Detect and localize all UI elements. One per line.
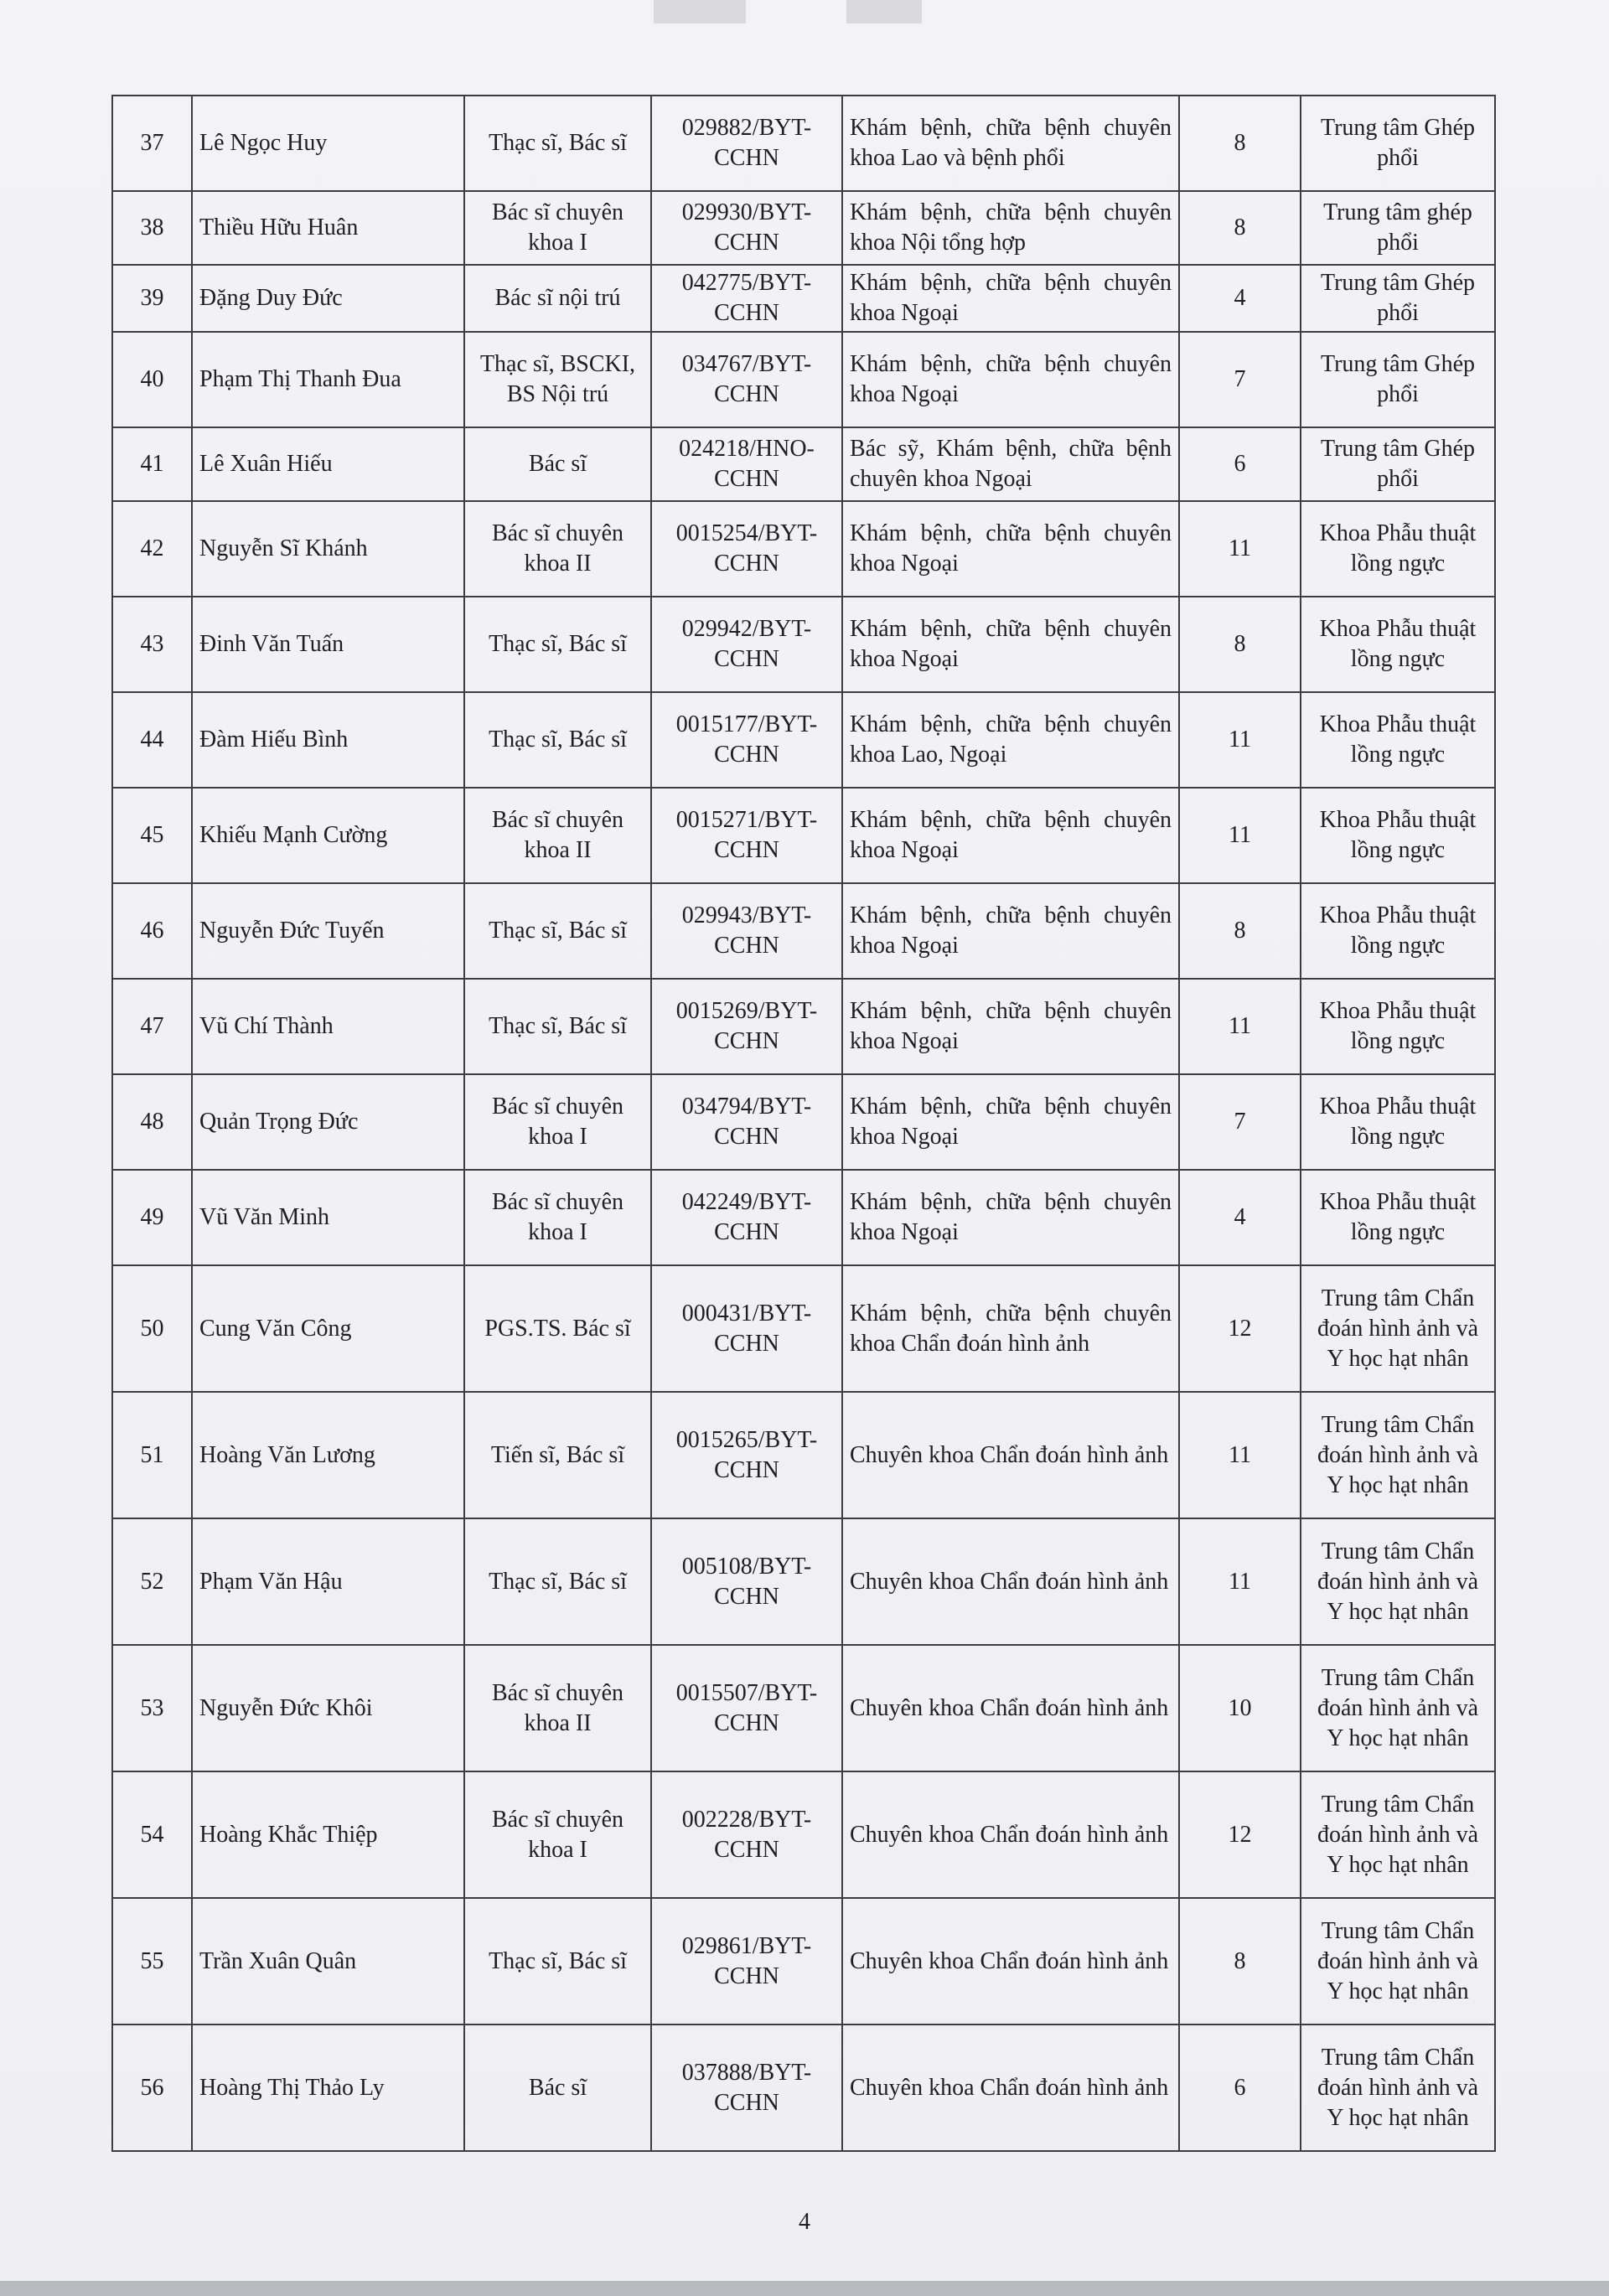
department: Trung tâm Ghép phổi [1301,96,1495,191]
license-number: 0015271/BYT-CCHN [651,788,842,883]
staff-name: Khiếu Mạnh Cường [192,788,464,883]
table-row [112,265,1495,332]
table-row [112,692,1495,788]
staff-degree: Thạc sĩ, Bác sĩ [464,597,651,692]
department: Khoa Phẫu thuật lồng ngực [1301,788,1495,883]
row-number: 55 [112,1898,192,2025]
department: Trung tâm Chẩn đoán hình ảnh và Y học hạt nhân [1301,1771,1495,1898]
department: Trung tâm Chẩn đoán hình ảnh và Y học hạt nhân [1301,1898,1495,2025]
years-experience: 8 [1179,1898,1301,2025]
years-experience: 4 [1179,265,1301,332]
years-experience: 7 [1179,332,1301,427]
years-experience: 8 [1179,96,1301,191]
staff-name: Quản Trọng Đức [192,1074,464,1170]
table-row [112,96,1495,191]
table-row [112,788,1495,883]
practice-scope: Khám bệnh, chữa bệnh chuyên khoa Chẩn đoán hình ảnh [842,1265,1179,1392]
department: Khoa Phẫu thuật lồng ngực [1301,1170,1495,1265]
row-number: 50 [112,1265,192,1392]
license-number: 002228/BYT-CCHN [651,1771,842,1898]
practice-scope: Khám bệnh, chữa bệnh chuyên khoa Nội tổng hợp [842,191,1179,265]
staff-degree: Bác sĩ chuyên khoa I [464,1771,651,1898]
years-experience: 11 [1179,1518,1301,1645]
license-number: 034767/BYT-CCHN [651,332,842,427]
license-number: 029861/BYT-CCHN [651,1898,842,2025]
staff-name: Hoàng Thị Thảo Ly [192,2025,464,2151]
department: Khoa Phẫu thuật lồng ngực [1301,1074,1495,1170]
row-number: 45 [112,788,192,883]
practice-scope: Khám bệnh, chữa bệnh chuyên khoa Ngoại [842,597,1179,692]
practice-scope: Khám bệnh, chữa bệnh chuyên khoa Ngoại [842,1170,1179,1265]
table-row [112,1265,1495,1392]
license-number: 034794/BYT-CCHN [651,1074,842,1170]
years-experience: 10 [1179,1645,1301,1771]
staff-degree: Thạc sĩ, Bác sĩ [464,883,651,979]
license-number: 0015265/BYT-CCHN [651,1392,842,1518]
staff-name: Đặng Duy Đức [192,265,464,332]
table-row [112,597,1495,692]
table-row [112,191,1495,265]
license-number: 029930/BYT-CCHN [651,191,842,265]
staff-name: Phạm Văn Hậu [192,1518,464,1645]
department: Trung tâm Chẩn đoán hình ảnh và Y học hạt nhân [1301,1392,1495,1518]
scan-artifact [846,0,922,23]
department: Trung tâm Ghép phổi [1301,332,1495,427]
row-number: 42 [112,501,192,597]
staff-name: Thiều Hữu Huân [192,191,464,265]
row-number: 41 [112,427,192,501]
years-experience: 11 [1179,1392,1301,1518]
row-number: 53 [112,1645,192,1771]
staff-name: Lê Xuân Hiếu [192,427,464,501]
staff-degree: Bác sĩ [464,2025,651,2151]
staff-name: Đàm Hiếu Bình [192,692,464,788]
practice-scope: Chuyên khoa Chẩn đoán hình ảnh [842,1392,1179,1518]
practice-scope: Khám bệnh, chữa bệnh chuyên khoa Ngoại [842,788,1179,883]
table-row [112,1771,1495,1898]
staff-name: Phạm Thị Thanh Đua [192,332,464,427]
staff-degree: Thạc sĩ, Bác sĩ [464,979,651,1074]
department: Trung tâm Ghép phổi [1301,265,1495,332]
practice-scope: Khám bệnh, chữa bệnh chuyên khoa Ngoại [842,979,1179,1074]
practice-scope: Chuyên khoa Chẩn đoán hình ảnh [842,1898,1179,2025]
license-number: 0015507/BYT-CCHN [651,1645,842,1771]
license-number: 042775/BYT-CCHN [651,265,842,332]
license-number: 0015269/BYT-CCHN [651,979,842,1074]
staff-degree: Bác sĩ chuyên khoa II [464,788,651,883]
table-row [112,332,1495,427]
years-experience: 11 [1179,501,1301,597]
row-number: 47 [112,979,192,1074]
staff-name: Nguyễn Đức Khôi [192,1645,464,1771]
row-number: 44 [112,692,192,788]
license-number: 005108/BYT-CCHN [651,1518,842,1645]
years-experience: 12 [1179,1771,1301,1898]
years-experience: 6 [1179,2025,1301,2151]
practice-scope: Chuyên khoa Chẩn đoán hình ảnh [842,1518,1179,1645]
row-number: 54 [112,1771,192,1898]
staff-degree: Bác sĩ chuyên khoa II [464,1645,651,1771]
staff-degree: Bác sĩ chuyên khoa I [464,1170,651,1265]
license-number: 029942/BYT-CCHN [651,597,842,692]
staff-name: Hoàng Khắc Thiệp [192,1771,464,1898]
staff-name: Lê Ngọc Huy [192,96,464,191]
license-number: 000431/BYT-CCHN [651,1265,842,1392]
row-number: 56 [112,2025,192,2151]
practice-scope: Khám bệnh, chữa bệnh chuyên khoa Ngoại [842,501,1179,597]
years-experience: 7 [1179,1074,1301,1170]
years-experience: 8 [1179,883,1301,979]
years-experience: 6 [1179,427,1301,501]
practice-scope: Chuyên khoa Chẩn đoán hình ảnh [842,1645,1179,1771]
scan-edge [0,2281,1609,2296]
staff-degree: Bác sĩ chuyên khoa I [464,1074,651,1170]
staff-degree: PGS.TS. Bác sĩ [464,1265,651,1392]
row-number: 51 [112,1392,192,1518]
license-number: 024218/HNO-CCHN [651,427,842,501]
staff-name: Cung Văn Công [192,1265,464,1392]
license-number: 029882/BYT-CCHN [651,96,842,191]
staff-name: Vũ Chí Thành [192,979,464,1074]
table-row [112,883,1495,979]
table-row [112,1392,1495,1518]
license-number: 042249/BYT-CCHN [651,1170,842,1265]
department: Khoa Phẫu thuật lồng ngực [1301,883,1495,979]
department: Trung tâm Chẩn đoán hình ảnh và Y học hạt nhân [1301,1645,1495,1771]
practice-scope: Chuyên khoa Chẩn đoán hình ảnh [842,2025,1179,2151]
table-row [112,1645,1495,1771]
staff-degree: Thạc sĩ, Bác sĩ [464,692,651,788]
row-number: 37 [112,96,192,191]
table-row [112,427,1495,501]
department: Trung tâm Ghép phổi [1301,427,1495,501]
years-experience: 8 [1179,597,1301,692]
row-number: 49 [112,1170,192,1265]
practice-scope: Khám bệnh, chữa bệnh chuyên khoa Ngoại [842,1074,1179,1170]
practice-scope: Chuyên khoa Chẩn đoán hình ảnh [842,1771,1179,1898]
table-row [112,1518,1495,1645]
staff-degree: Bác sĩ chuyên khoa I [464,191,651,265]
practice-scope: Khám bệnh, chữa bệnh chuyên khoa Lao và bệnh phổi [842,96,1179,191]
department: Khoa Phẫu thuật lồng ngực [1301,501,1495,597]
years-experience: 11 [1179,979,1301,1074]
table-row [112,2025,1495,2151]
license-number: 037888/BYT-CCHN [651,2025,842,2151]
row-number: 48 [112,1074,192,1170]
row-number: 52 [112,1518,192,1645]
practice-scope: Khám bệnh, chữa bệnh chuyên khoa Lao, Ngoại [842,692,1179,788]
staff-degree: Bác sĩ nội trú [464,265,651,332]
practice-scope: Bác sỹ, Khám bệnh, chữa bệnh chuyên khoa Ngoại [842,427,1179,501]
years-experience: 8 [1179,191,1301,265]
staff-degree: Thạc sĩ, Bác sĩ [464,96,651,191]
staff-degree: Thạc sĩ, Bác sĩ [464,1898,651,2025]
years-experience: 11 [1179,788,1301,883]
department: Khoa Phẫu thuật lồng ngực [1301,597,1495,692]
row-number: 40 [112,332,192,427]
staff-name: Đinh Văn Tuấn [192,597,464,692]
department: Trung tâm Chẩn đoán hình ảnh và Y học hạt nhân [1301,2025,1495,2151]
row-number: 43 [112,597,192,692]
staff-name: Nguyễn Đức Tuyến [192,883,464,979]
staff-name: Nguyễn Sĩ Khánh [192,501,464,597]
staff-name: Trần Xuân Quân [192,1898,464,2025]
staff-degree: Tiến sĩ, Bác sĩ [464,1392,651,1518]
staff-table [111,95,1496,2152]
table-row [112,1898,1495,2025]
staff-degree: Thạc sĩ, Bác sĩ [464,1518,651,1645]
license-number: 0015254/BYT-CCHN [651,501,842,597]
row-number: 38 [112,191,192,265]
years-experience: 11 [1179,692,1301,788]
department: Khoa Phẫu thuật lồng ngực [1301,979,1495,1074]
row-number: 39 [112,265,192,332]
department: Trung tâm Chẩn đoán hình ảnh và Y học hạt nhân [1301,1518,1495,1645]
table-row [112,1074,1495,1170]
license-number: 029943/BYT-CCHN [651,883,842,979]
staff-degree: Bác sĩ chuyên khoa II [464,501,651,597]
practice-scope: Khám bệnh, chữa bệnh chuyên khoa Ngoại [842,265,1179,332]
table-row [112,1170,1495,1265]
staff-degree: Thạc sĩ, BSCKI, BS Nội trú [464,332,651,427]
page-number: 4 [799,2209,810,2235]
practice-scope: Khám bệnh, chữa bệnh chuyên khoa Ngoại [842,883,1179,979]
department: Trung tâm Chẩn đoán hình ảnh và Y học hạt nhân [1301,1265,1495,1392]
department: Khoa Phẫu thuật lồng ngực [1301,692,1495,788]
table-row [112,979,1495,1074]
staff-degree: Bác sĩ [464,427,651,501]
staff-name: Hoàng Văn Lương [192,1392,464,1518]
license-number: 0015177/BYT-CCHN [651,692,842,788]
row-number: 46 [112,883,192,979]
practice-scope: Khám bệnh, chữa bệnh chuyên khoa Ngoại [842,332,1179,427]
years-experience: 4 [1179,1170,1301,1265]
years-experience: 12 [1179,1265,1301,1392]
table-row [112,501,1495,597]
staff-name: Vũ Văn Minh [192,1170,464,1265]
department: Trung tâm ghép phổi [1301,191,1495,265]
scan-artifact [654,0,746,23]
